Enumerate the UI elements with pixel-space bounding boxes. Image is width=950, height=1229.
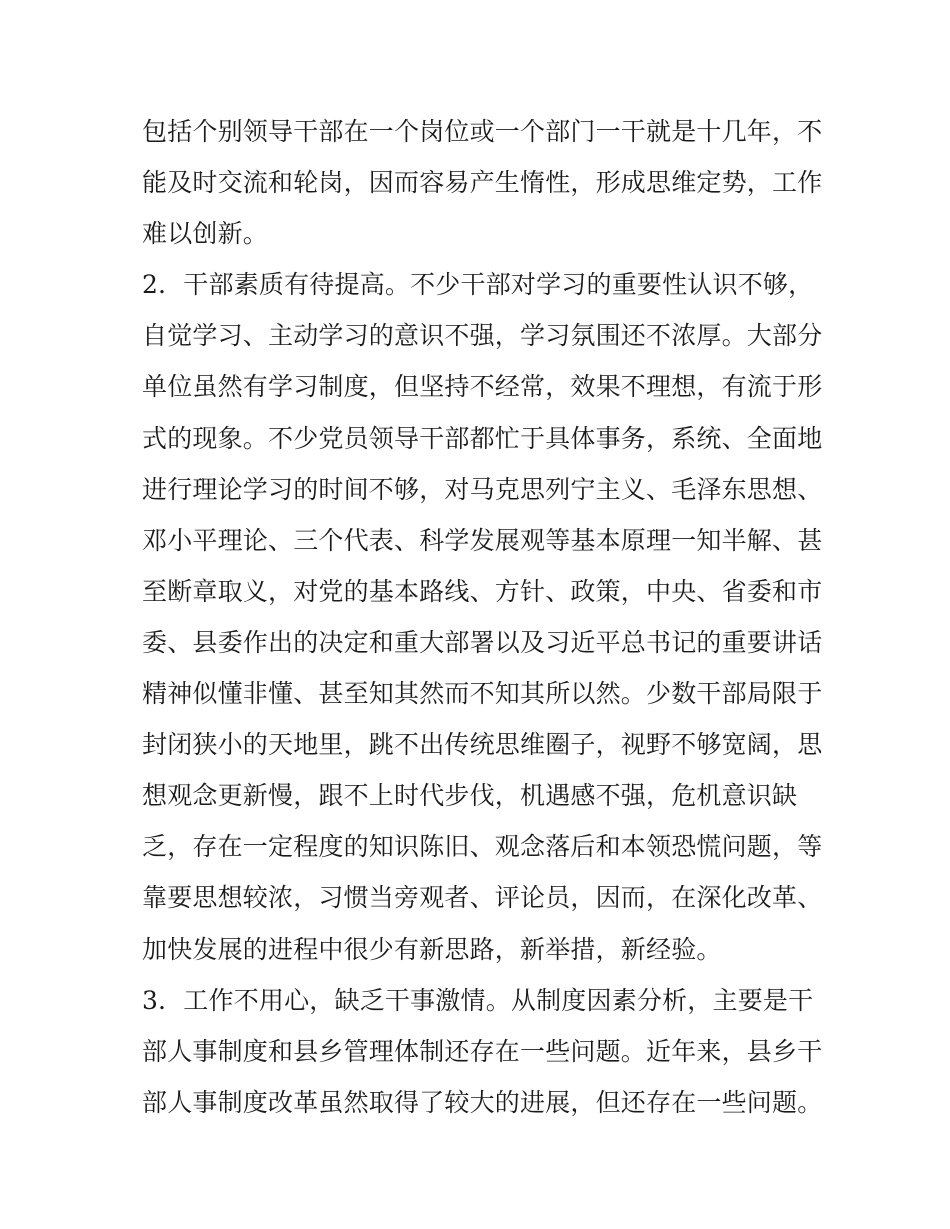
text-line: 能及时交流和轮岗，因而容易产生惰性，形成思维定势，工作: [142, 168, 823, 198]
text-line: 3．工作不用心，缺乏干事激情。从制度因素分析，主要是干: [142, 985, 814, 1015]
text-line: 委、县委作出的决定和重大部署以及习近平总书记的重要讲话: [142, 627, 823, 657]
text-line: 单位虽然有学习制度，但坚持不经常，效果不理想，有流于形: [142, 372, 823, 402]
body-text: [142, 106, 822, 1128]
text-line: 封闭狭小的天地里，跳不出传统思维圈子，视野不够宽阔，思: [142, 730, 823, 760]
text-line: 难以创新。: [142, 219, 269, 249]
text-line: 自觉学习、主动学习的意识不强，学习氛围还不浓厚。大部分: [142, 321, 823, 351]
text-line: 想观念更新慢，跟不上时代步伐，机遇感不强，危机意识缺: [142, 781, 798, 811]
text-line: 部人事制度和县乡管理体制还存在一些问题。近年来，县乡干: [142, 1036, 823, 1066]
text-line: 至断章取义，对党的基本路线、方针、政策，中央、省委和市: [142, 576, 823, 606]
text-line: 2．干部素质有待提高。不少干部对学习的重要性认识不够，: [142, 270, 814, 300]
text-line: 进行理论学习的时间不够，对马克思列宁主义、毛泽东思想、: [142, 474, 823, 504]
text-line: 包括个别领导干部在一个岗位或一个部门一干就是十几年，不: [142, 117, 823, 146]
text-line: 乏，存在一定程度的知识陈旧、观念落后和本领恐慌问题，等: [142, 832, 823, 862]
text-line: 靠要思想较浓，习惯当旁观者、评论员，因而，在深化改革、: [142, 883, 823, 913]
text-line: 部人事制度改革虽然取得了较大的进展，但还存在一些问题。: [142, 1087, 823, 1117]
text-line: 邓小平理论、三个代表、科学发展观等基本原理一知半解、甚: [142, 525, 823, 555]
text-line: 式的现象。不少党员领导干部都忙于具体事务，系统、全面地: [142, 423, 823, 453]
text-line: 精神似懂非懂、甚至知其然而不知其所以然。少数干部局限于: [142, 679, 823, 709]
text-line: 加快发展的进程中很少有新思路，新举措，新经验。: [142, 934, 722, 964]
